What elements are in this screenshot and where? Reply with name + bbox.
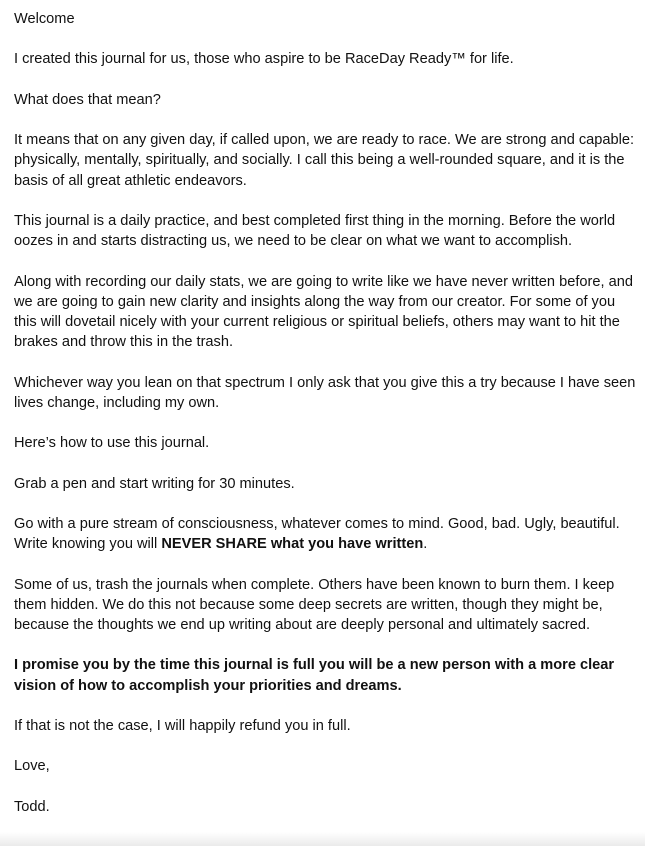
grab-pen-paragraph: Grab a pen and start writing for 30 minutes. bbox=[14, 475, 295, 492]
intro-paragraph: I created this journal for us, those who aspire to be RaceDay Ready™ for life. bbox=[14, 51, 514, 68]
never-share-emphasis: NEVER SHARE what you have written bbox=[161, 536, 424, 553]
greeting: Welcome bbox=[14, 11, 75, 27]
promise-paragraph: I promise you by the time this journal is full you will be a new person with a more clear vision of how to accomplish your priorities and dreams. bbox=[14, 657, 615, 694]
trash-paragraph: Some of us, trash the journals when complete. Others have been known to burn them. I keep them hidden. We do this not because some deep secrets are written, though they might be, because the thoughts we end up writing about are deeply personal and ultimately sacred. bbox=[14, 576, 615, 633]
page-bottom-shadow bbox=[0, 832, 645, 846]
stream-period: . bbox=[423, 536, 428, 553]
recording-paragraph: Along with recording our daily stats, we are going to write like we have never written before, and we are going to gain new clarity and insights along the way from our creator. For some of you this will dovetail nicely with your current religious or spiritual beliefs, others may want to hit the brakes and throw this in the trash. bbox=[14, 273, 633, 351]
closing: Love, bbox=[14, 758, 50, 775]
stream-paragraph bbox=[14, 514, 638, 554]
how-to-paragraph: Here’s how to use this journal. bbox=[14, 435, 210, 452]
signature: Todd. bbox=[14, 798, 50, 815]
question-paragraph: What does that mean? bbox=[14, 91, 161, 108]
refund-paragraph: If that is not the case, I will happily refund you in full. bbox=[14, 717, 351, 734]
spectrum-paragraph: Whichever way you lean on that spectrum I only ask that you give this a try because I have seen lives change, including my own. bbox=[14, 374, 636, 411]
practice-paragraph: This journal is a daily practice, and best completed first thing in the morning. Before the world oozes in and starts distracting us, we need to be clear on what we want to accomplish. bbox=[14, 212, 616, 250]
meaning-paragraph: It means that on any given day, if called upon, we are ready to race. We are strong and capable: physically, mentally, spiritually, and socially. I call this being a well-rounded square, and it is the basis of all great athletic endeavors. bbox=[14, 132, 635, 189]
stream-text: Go with a pure stream of consciousness, whatever comes to mind. Good, bad. Ugly, beautiful. Write knowing you will bbox=[14, 515, 620, 553]
document-body bbox=[14, 9, 638, 817]
